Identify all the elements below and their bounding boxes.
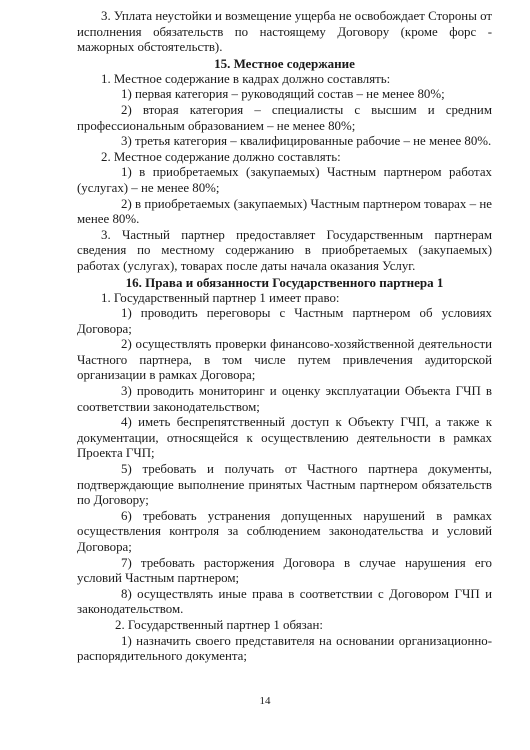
paragraph: 1. Местное содержание в кадрах должно составлять: [101,71,391,86]
paragraph: 5) требовать и получать от Частного партнера документы, подтверждающие выполнение принятых Частным партнером обязательств по Договору; [77,462,492,508]
page-number: 14 [259,695,271,707]
paragraph: 2. Государственный партнер 1 обязан: [115,617,323,632]
paragraph: 4) иметь беспрепятственный доступ к Объекту ГЧП, а также к документации, относящейся к осуществлению деятельности в рамках Проекта ГЧП; [77,415,492,461]
section-16-title: 16. Права и обязанности Государственного партнера 1 [125,274,444,290]
paragraph: 3) третья категория – квалифицированные рабочие – не менее 80%. [121,134,492,149]
paragraph: 2. Местное содержание должно составлять: [101,149,341,164]
paragraph: 3) проводить мониторинг и оценку эксплуатации Объекта ГЧП в соответствии законодательством; [77,384,492,414]
paragraph: 1) назначить своего представителя на основании организационно-распорядительного документа; [77,633,492,664]
paragraph: 7) требовать расторжения Договора в случае нарушения его условий Частным партнером; [77,555,492,586]
paragraph: 3. Уплата неустойки и возмещение ущерба не освобождает Стороны от исполнения обязательств по настоящему Договору (кроме форс - мажорных обстоятельств). [77,9,492,55]
paragraph: 8) осуществлять иные права в соответствии с Договором ГЧП и законодательством. [77,586,492,617]
paragraph: 1. Государственный партнер 1 имеет право: [101,290,340,305]
paragraph: 1) первая категория – руководящий состав – не менее 80%; [121,87,445,102]
paragraph: 3. Частный партнер предоставляет Государственным партнерам сведения по местному содержанию в приобретаемых (закупаемых) работах (услугах), товарах после даты начала оказания Услуг. [77,227,492,273]
paragraph: 2) вторая категория – специалисты с высшим и средним профессиональным образованием – не менее 80%; [77,102,492,133]
paragraph: 2) осуществлять проверки финансово-хозяйственной деятельности Частного партнера, в том числе путем привлечения аудиторской организации в рамках Договора; [77,337,492,383]
section-15-title: 15. Местное содержание [214,55,355,71]
page-content [77,9,492,665]
intro-paragraphs [77,9,492,56]
paragraph: 1) проводить переговоры с Частным партнером об условиях Договора; [77,306,492,336]
paragraph: 1) в приобретаемых (закупаемых) Частным партнером работах (услугах) – не менее 80%; [77,165,492,195]
section-15-body [77,72,492,275]
section-16-body [77,291,492,665]
paragraph: 6) требовать устранения допущенных нарушений в рамках осуществления контроля за соблюдением законодательства и условий Договора; [77,508,492,554]
paragraph: 2) в приобретаемых (закупаемых) Частным партнером товарах – не менее 80%. [77,196,492,227]
